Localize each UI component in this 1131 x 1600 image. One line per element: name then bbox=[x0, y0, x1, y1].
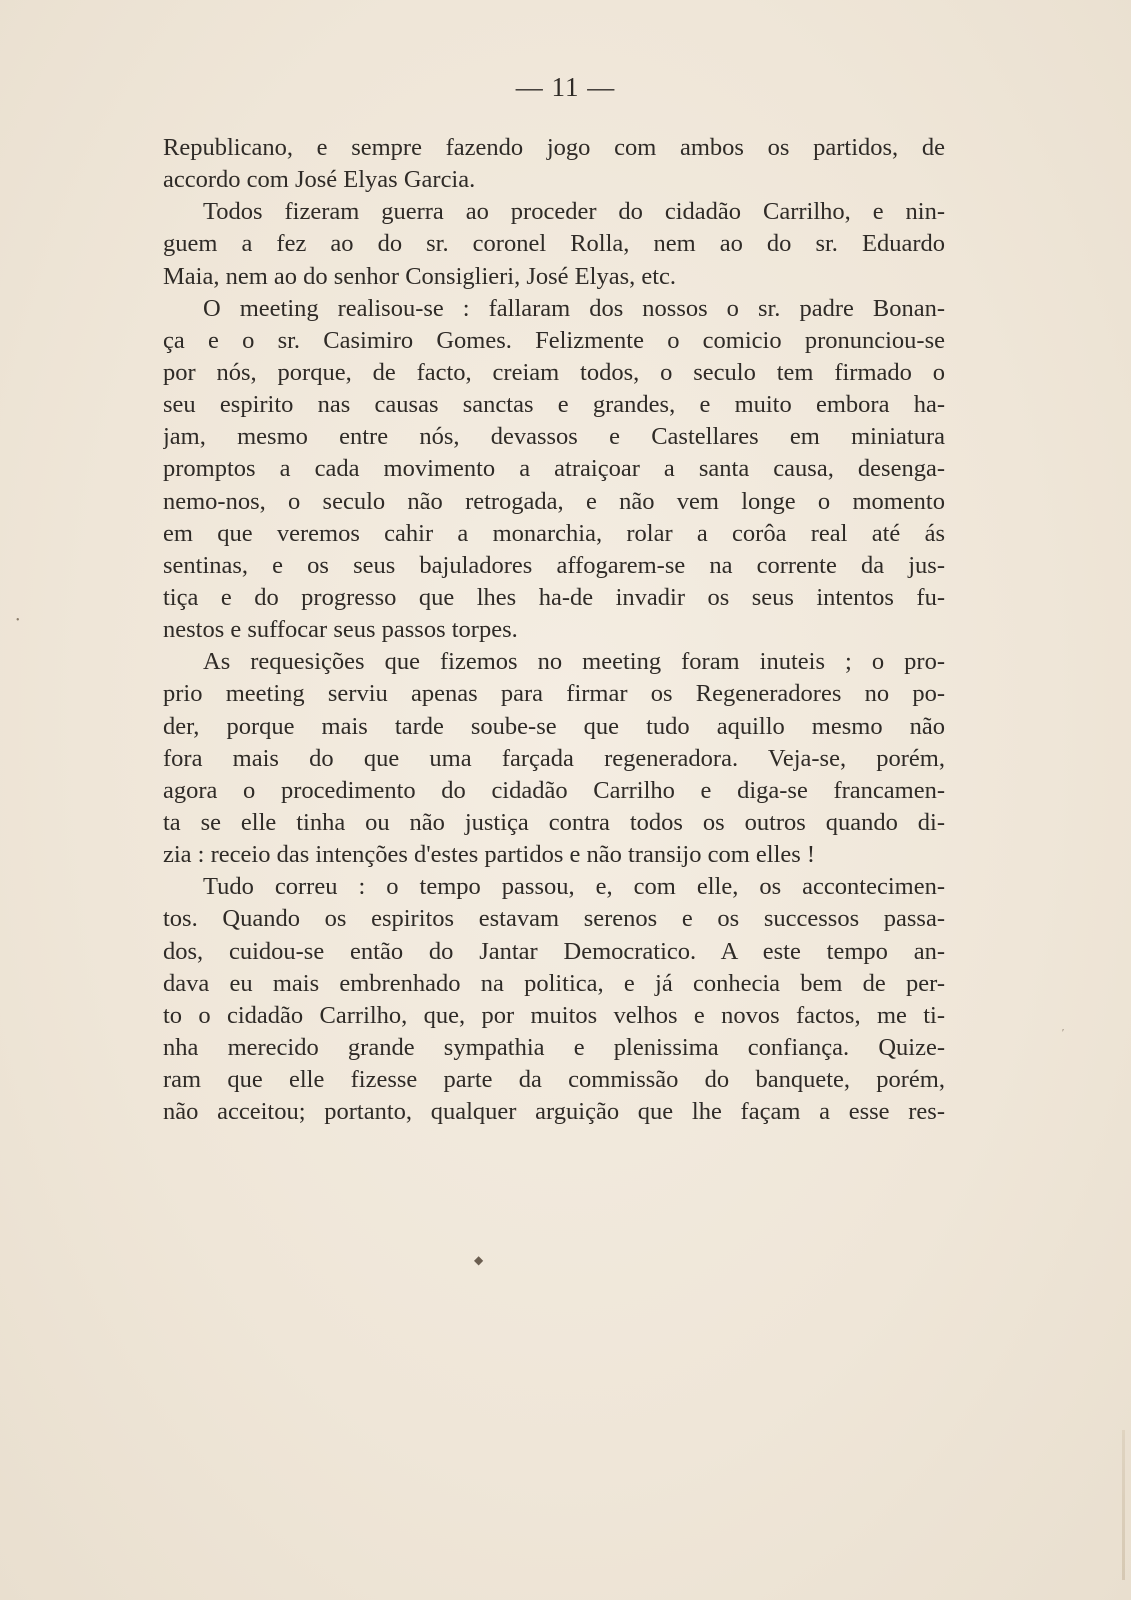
text-line: Todos fizeram guerra ao proceder do cidadão Carrilho, e nin- bbox=[203, 198, 945, 226]
text-line: dos, cuidou-se então do Jantar Democratico. A este tempo an- bbox=[163, 937, 945, 965]
text-line: seu espirito nas causas sanctas e grandes, e muito embora ha- bbox=[163, 391, 945, 419]
text-line: nestos e suffocar seus passos torpes. bbox=[163, 616, 518, 644]
text-line: não acceitou; portanto, qualquer arguição que lhe façam a esse res- bbox=[163, 1098, 945, 1126]
paper-edge-wear bbox=[1122, 1430, 1125, 1580]
ink-blot-mark: ◆ bbox=[474, 1253, 484, 1267]
text-line: zia : receio das intenções d'estes partidos e não transijo com elles ! bbox=[163, 841, 816, 869]
text-line: nemo-nos, o seculo não retrogada, e não vem longe o momento bbox=[163, 487, 945, 515]
text-line: prio meeting serviu apenas para firmar os Regeneradores no po- bbox=[163, 680, 945, 708]
text-line: O meeting realisou-se : fallaram dos nossos o sr. padre Bonan- bbox=[203, 294, 945, 322]
paper-speck-mark: ′ bbox=[1062, 1028, 1065, 1039]
text-line: nha merecido grande sympathia e plenissima confiança. Quize- bbox=[163, 1033, 945, 1061]
text-line: guem a fez ao do sr. coronel Rolla, nem ao do sr. Eduardo bbox=[163, 230, 945, 258]
text-line: to o cidadão Carrilho, que, por muitos velhos e novos factos, me ti- bbox=[163, 1001, 945, 1029]
text-line: Tudo correu : o tempo passou, e, com elle, os accontecimen- bbox=[203, 873, 945, 901]
text-line: dava eu mais embrenhado na politica, e já conhecia bem de per- bbox=[163, 969, 945, 997]
text-line: ça e o sr. Casimiro Gomes. Felizmente o comicio pronunciou-se bbox=[163, 326, 945, 354]
text-line: promptos a cada movimento a atraiçoar a santa causa, desenga- bbox=[163, 455, 945, 483]
text-line: por nós, porque, de facto, creiam todos, o seculo tem firmado o bbox=[163, 358, 945, 386]
text-line: jam, mesmo entre nós, devassos e Castellares em miniatura bbox=[163, 423, 945, 451]
text-line: em que veremos cahir a monarchia, rolar a corôa real até ás bbox=[163, 519, 945, 547]
text-line: agora o procedimento do cidadão Carrilho e diga-se francamen- bbox=[163, 776, 945, 804]
text-line: As requesições que fizemos no meeting foram inuteis ; o pro- bbox=[203, 648, 945, 676]
text-line: ta se elle tinha ou não justiça contra todos os outros quando di- bbox=[163, 808, 945, 836]
paper-speck-mark: • bbox=[16, 615, 20, 626]
text-line: tos. Quando os espiritos estavam serenos e os successos passa- bbox=[163, 905, 945, 933]
text-line: sentinas, e os seus bajuladores affogarem-se na corrente da jus- bbox=[163, 551, 945, 579]
text-line: Republicano, e sempre fazendo jogo com ambos os partidos, de bbox=[163, 134, 945, 161]
text-line: ram que elle fizesse parte da commissão do banquete, porém, bbox=[163, 1066, 945, 1094]
body-text bbox=[163, 132, 945, 1128]
text-line: Maia, nem ao do senhor Consiglieri, José Elyas, etc. bbox=[163, 262, 677, 290]
text-line: accordo com José Elyas Garcia. bbox=[163, 166, 476, 194]
text-line: tiça e do progresso que lhes ha-de invadir os seus intentos fu- bbox=[163, 583, 945, 611]
text-line: der, porque mais tarde soube-se que tudo aquillo mesmo não bbox=[163, 712, 945, 740]
text-line: fora mais do que uma farçada regeneradora. Veja-se, porém, bbox=[163, 744, 945, 772]
page-number: — 11 — bbox=[515, 72, 616, 102]
